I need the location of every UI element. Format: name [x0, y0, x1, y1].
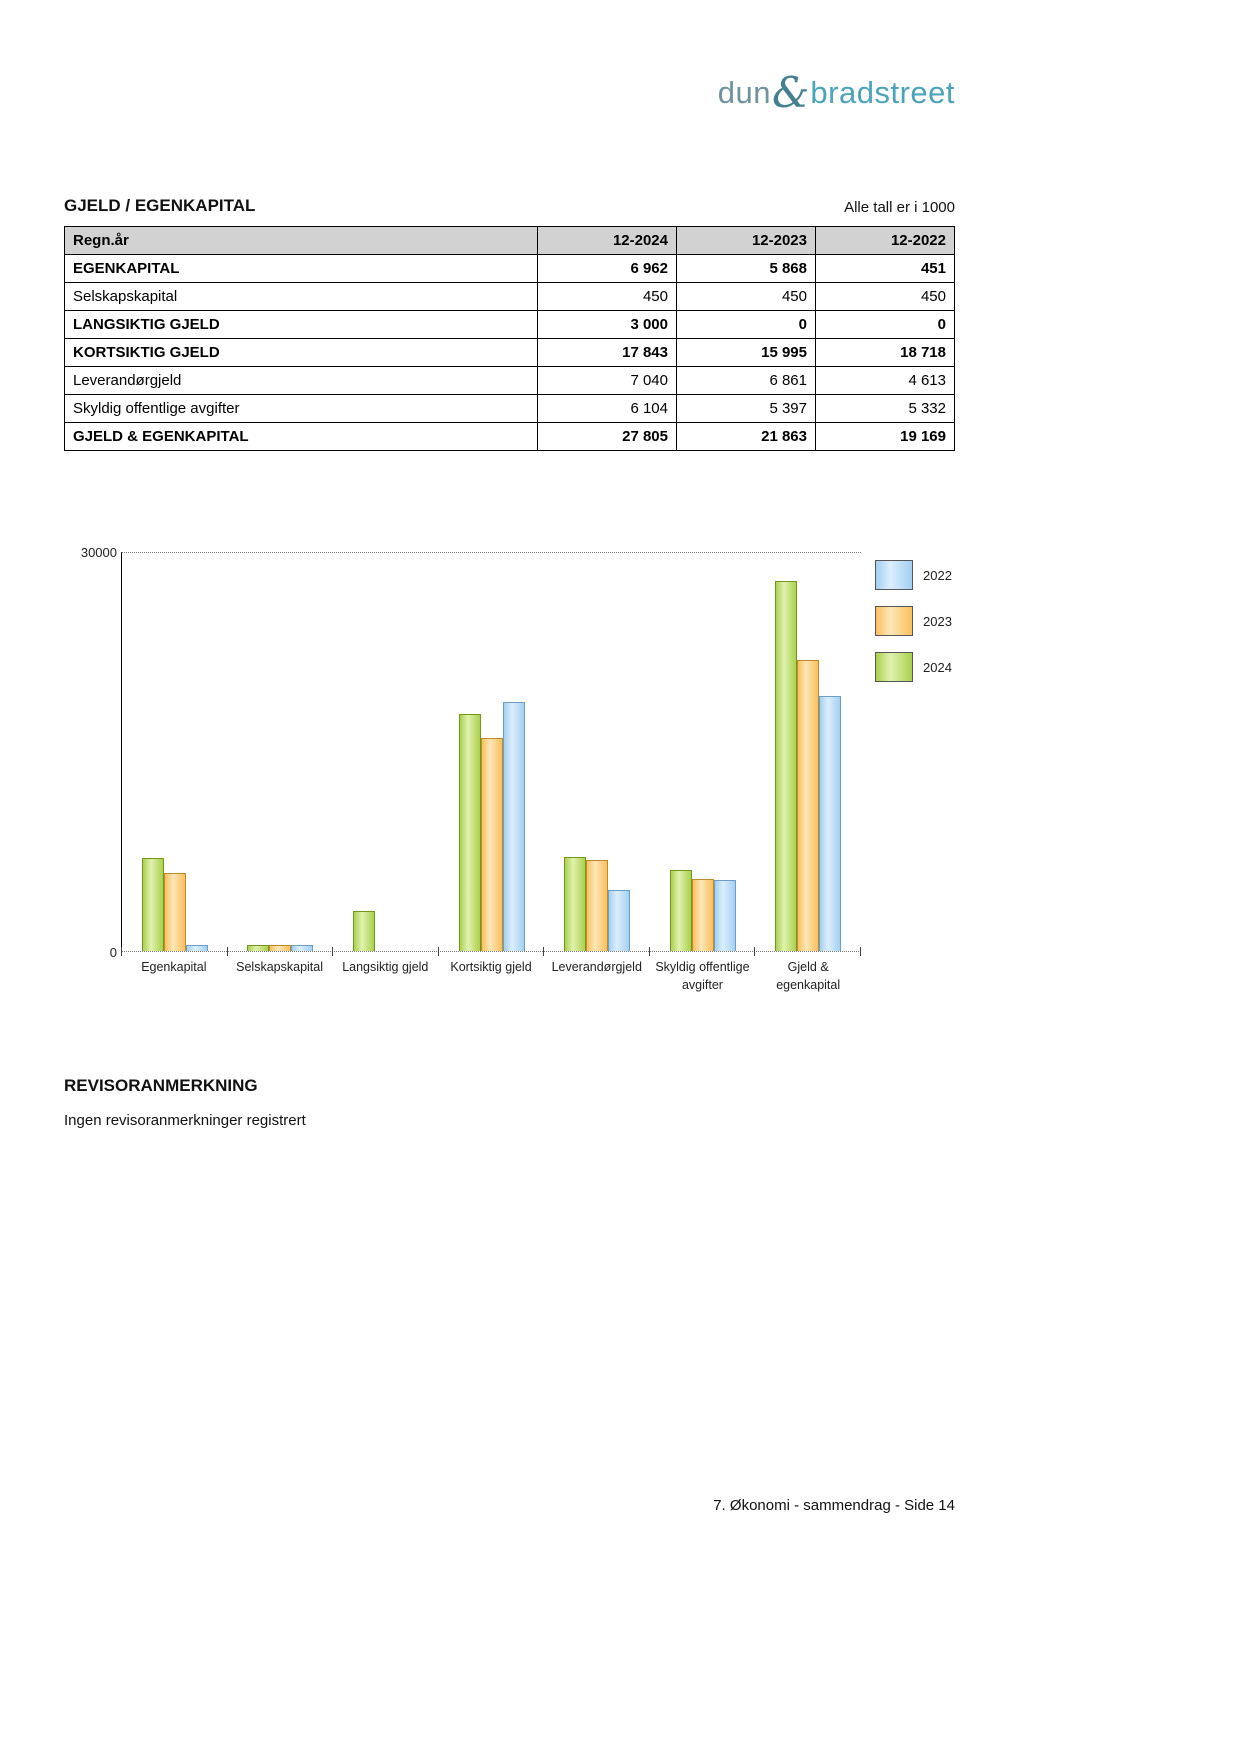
row-value: 19 169: [816, 423, 955, 451]
table-header-year: 12-2022: [816, 227, 955, 255]
bar-2024: [353, 911, 375, 951]
bar-2024: [775, 581, 797, 951]
page-footer: 7. Økonomi - sammendrag - Side 14: [713, 1497, 955, 1514]
bar-2024: [459, 714, 481, 951]
category-label: Kortsiktig gjeld: [450, 960, 532, 974]
legend-label: 2023: [923, 613, 952, 629]
bar-2023: [481, 738, 503, 951]
bar-2023: [797, 660, 819, 951]
auditor-note-section: [64, 1076, 955, 1129]
row-value: 5 332: [816, 395, 955, 423]
bar-2023: [692, 879, 714, 951]
row-label: Leverandørgjeld: [65, 367, 538, 395]
row-value: 3 000: [538, 311, 677, 339]
bar-group: [333, 553, 439, 951]
row-value: 6 104: [538, 395, 677, 423]
row-value: 27 805: [538, 423, 677, 451]
bar-2022: [608, 890, 630, 951]
table-row: [65, 339, 955, 367]
section-title: GJELD / EGENKAPITAL: [64, 196, 256, 215]
row-value: 451: [816, 255, 955, 283]
auditor-note-title: REVISORANMERKNING: [64, 1076, 258, 1095]
bar-2022: [819, 696, 841, 951]
bar-2023: [269, 945, 291, 951]
auditor-note-text: Ingen revisoranmerkninger registrert: [64, 1112, 306, 1129]
table-row: [65, 423, 955, 451]
row-value: 4 613: [816, 367, 955, 395]
category-label: Skyldig offentlige avgifter: [655, 960, 750, 992]
bar-2022: [186, 945, 208, 951]
category-label: Selskapskapital: [236, 960, 323, 974]
y-axis-tick-zero: 0: [109, 945, 117, 960]
table-row: [65, 395, 955, 423]
category-label: Leverandørgjeld: [551, 960, 642, 974]
x-axis-tick: [543, 947, 544, 956]
units-note: Alle tall er i 1000: [844, 199, 955, 216]
row-value: 5 397: [677, 395, 816, 423]
legend-item-2024: [875, 652, 952, 682]
table-header-year: 12-2024: [538, 227, 677, 255]
bar-group: [650, 553, 756, 951]
row-value: 6 861: [677, 367, 816, 395]
row-value: 17 843: [538, 339, 677, 367]
x-axis-tick: [227, 947, 228, 956]
x-axis-tick: [649, 947, 650, 956]
bar-2024: [564, 857, 586, 951]
legend-swatch: [875, 560, 913, 590]
x-axis-tick: [121, 947, 122, 956]
row-label: EGENKAPITAL: [65, 255, 538, 283]
x-axis-tick: [754, 947, 755, 956]
table-row: [65, 255, 955, 283]
legend-item-2022: [875, 560, 952, 590]
category-axis: [121, 959, 861, 994]
category-label: Egenkapital: [141, 960, 207, 974]
balance-table: [64, 226, 955, 451]
chart-legend: [875, 560, 952, 698]
bar-group: [122, 553, 228, 951]
category-label: Gjeld & egenkapital: [776, 960, 841, 992]
row-label: Skyldig offentlige avgifter: [65, 395, 538, 423]
category-label: Langsiktig gjeld: [342, 960, 429, 974]
bar-2022: [714, 880, 736, 951]
bar-2022: [291, 945, 313, 951]
bar-2022: [503, 702, 525, 951]
logo-text-dun: dun: [717, 75, 772, 110]
row-value: 450: [816, 283, 955, 311]
legend-label: 2024: [923, 659, 952, 675]
table-row: [65, 311, 955, 339]
row-value: 5 868: [677, 255, 816, 283]
bar-group: [755, 553, 861, 951]
bar-group: [544, 553, 650, 951]
row-value: 0: [677, 311, 816, 339]
bar-group: [228, 553, 334, 951]
x-axis-tick: [332, 947, 333, 956]
bar-2024: [670, 870, 692, 951]
row-value: 21 863: [677, 423, 816, 451]
row-value: 450: [538, 283, 677, 311]
bar-group: [439, 553, 545, 951]
plot-area: [121, 552, 861, 952]
legend-label: 2022: [923, 567, 952, 583]
row-value: 0: [816, 311, 955, 339]
bar-2024: [142, 858, 164, 951]
row-label: KORTSIKTIG GJELD: [65, 339, 538, 367]
section-header: [64, 196, 955, 216]
table-header-year: 12-2023: [677, 227, 816, 255]
row-label: LANGSIKTIG GJELD: [65, 311, 538, 339]
row-value: 18 718: [816, 339, 955, 367]
legend-item-2023: [875, 606, 952, 636]
row-value: 15 995: [677, 339, 816, 367]
bar-chart: [75, 545, 961, 1022]
table-row: [65, 367, 955, 395]
bar-2023: [586, 860, 608, 951]
logo-ampersand-icon: &: [772, 68, 810, 117]
table-header-label: Regn.år: [65, 227, 538, 255]
row-label: GJELD & EGENKAPITAL: [65, 423, 538, 451]
x-axis-tick: [860, 947, 861, 956]
table-header-row: [65, 227, 955, 255]
legend-swatch: [875, 652, 913, 682]
row-value: 7 040: [538, 367, 677, 395]
row-value: 450: [677, 283, 816, 311]
logo-text-bradstreet: bradstreet: [810, 75, 955, 110]
dun-bradstreet-logo: [717, 64, 955, 117]
x-axis-tick: [438, 947, 439, 956]
y-axis-tick-max: 30000: [80, 545, 117, 560]
bar-2023: [164, 873, 186, 951]
bar-2024: [247, 945, 269, 951]
row-value: 6 962: [538, 255, 677, 283]
table-row: [65, 283, 955, 311]
legend-swatch: [875, 606, 913, 636]
row-label: Selskapskapital: [65, 283, 538, 311]
